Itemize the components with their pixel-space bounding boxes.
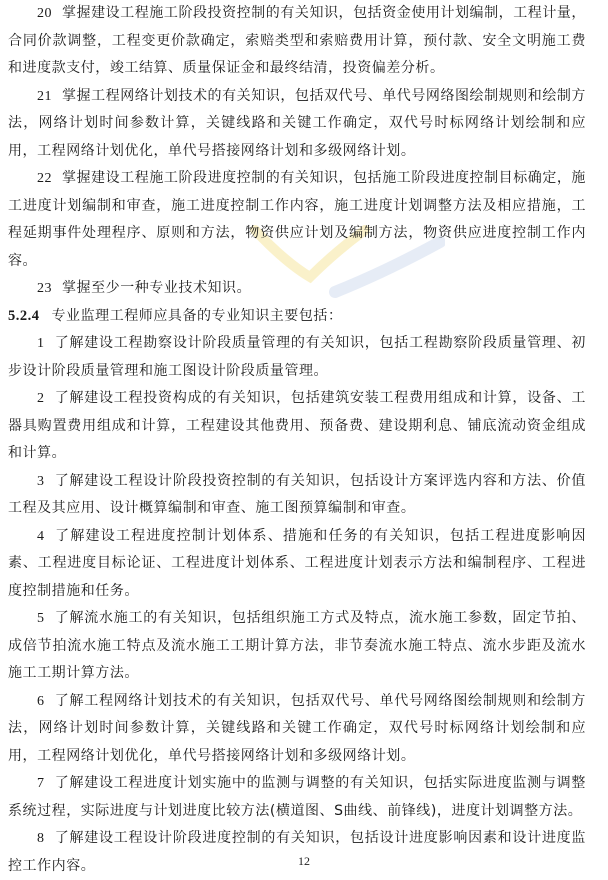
section-heading	[8, 303, 586, 331]
section-number: 5.2.4	[8, 307, 40, 324]
paragraph-text: 掌握工程网络计划技术的有关知识，包括双代号、单代号网络图绘制规则和绘制方法，网络计划时间参数计算，关键线路和关键工作确定，双代号时标网络计划绘制和应用，工程网络计划优化，单代号搭接网络计划和多级网络计划。	[8, 87, 586, 159]
item-number: 6	[37, 693, 45, 709]
list-item-6	[8, 688, 586, 771]
item-number: 20	[37, 6, 52, 21]
item-text: 了解建设工程进度控制计划体系、措施和任务的有关知识，包括工程进度影响因素、工程进度目标论证、工程进度计划体系、工程进度计划表示方法和编制程序、工程进度控制措施和任务。	[8, 527, 586, 599]
list-item-8	[8, 825, 586, 880]
item-text: 了解建设工程设计阶段进度控制的有关知识，包括设计进度影响因素和设计进度监控工作内容。	[8, 830, 586, 874]
item-number: 8	[37, 831, 45, 846]
paragraph-23	[8, 275, 586, 303]
item-number: 22	[37, 171, 52, 186]
list-item-4	[8, 523, 586, 606]
item-text: 了解建设工程勘察设计阶段质量管理的有关知识，包括工程勘察阶段质量管理、初步设计阶段质量管理和施工图设计阶段质量管理。	[8, 335, 586, 379]
paragraph-20	[8, 0, 586, 83]
item-text: 了解建设工程进度计划实施中的监测与调整的有关知识，包括实际进度监测与调整系统过程，实际进度与计划进度比较方法(横道图、S曲线、前锋线)，进度计划调整方法。	[8, 775, 586, 819]
document-page	[8, 0, 586, 880]
item-number: 21	[37, 88, 52, 104]
paragraph-text: 掌握至少一种专业技术知识。	[62, 280, 252, 296]
item-number: 4	[37, 528, 45, 544]
list-item-1	[8, 330, 586, 385]
list-item-5	[8, 605, 586, 688]
item-number: 3	[37, 473, 45, 489]
item-text: 了解建设工程投资构成的有关知识，包括建筑安装工程费用组成和计算，设备、工器具购置费用组成和计算，工程建设其他费用、预备费、建设期利息、铺底流动资金组成和计算。	[8, 390, 586, 461]
item-text: 了解工程网络计划技术的有关知识，包括双代号、单代号网络图绘制规则和绘制方法，网络计划时间参数计算，关键线路和关键工作确定，双代号时标网络计划绘制和应用，工程网络计划优化，单代号搭接网络计划和多级网络计划。	[8, 692, 586, 764]
page-number: 12	[298, 854, 310, 868]
item-number: 1	[37, 336, 45, 351]
section-title: 专业监理工程师应具备的专业知识主要包括：	[51, 307, 343, 324]
item-text: 了解建设工程设计阶段投资控制的有关知识，包括设计方案评选内容和方法、价值工程及其应用、设计概算编制和审查、施工图预算编制和审查。	[8, 472, 586, 516]
item-number: 5	[37, 611, 45, 626]
list-item-7	[8, 770, 586, 825]
paragraph-text: 掌握建设工程施工阶段投资控制的有关知识，包括资金使用计划编制，工程计量，合同价款调整，工程变更价款确定，索赔类型和索赔费用计算，预付款、安全文明施工费和进度款支付，竣工结算、质量保证金和最终结清，投资偏差分析。	[8, 5, 586, 76]
item-number: 23	[37, 281, 52, 296]
paragraph-text: 掌握建设工程施工阶段进度控制的有关知识，包括施工阶段进度控制目标确定，施工进度计划编制和审查，施工进度控制工作内容，施工进度计划调整方法及相应措施，工程延期事件处理程序、原则和方法，物资供应计划及编制方法，物资供应进度控制工作内容。	[8, 170, 586, 269]
list-item-2	[8, 385, 586, 468]
paragraph-21	[8, 83, 586, 166]
item-text: 了解流水施工的有关知识，包括组织施工方式及特点，流水施工参数，固定节拍、成倍节拍流水施工特点及流水施工工期计算方法，非节奏流水施工特点、流水步距及流水施工工期计算方法。	[8, 610, 586, 681]
list-item-3	[8, 468, 586, 523]
item-number: 7	[37, 776, 45, 791]
item-number: 2	[37, 391, 45, 406]
paragraph-22	[8, 165, 586, 275]
